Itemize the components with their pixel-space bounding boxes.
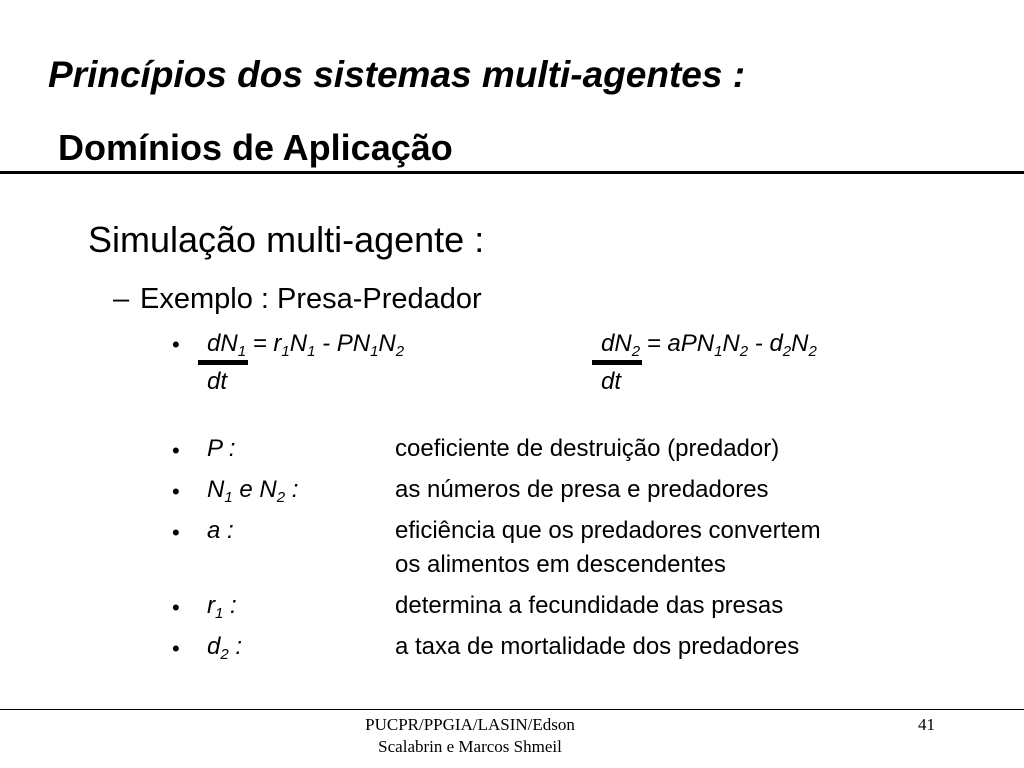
page-number: 41 xyxy=(918,715,935,734)
term-sub: 1 xyxy=(215,605,224,622)
bullet-def-a: • xyxy=(172,520,180,545)
footer-credit xyxy=(340,714,600,758)
def-desc-p: coeficiente de destruição (predador) xyxy=(395,435,780,462)
term-part: : xyxy=(228,633,243,660)
eq1-part: dN xyxy=(207,330,238,357)
def-desc-a: eficiência que os predadores convertem xyxy=(395,517,821,544)
eq1-part: = r xyxy=(246,330,282,357)
equation-2-fraction-bar xyxy=(592,360,642,365)
term-part: a : xyxy=(207,517,234,544)
term-part: N xyxy=(207,476,225,503)
eq1-sub: 1 xyxy=(307,343,316,360)
equation-2-numerator xyxy=(601,328,817,360)
eq2-part: N xyxy=(722,330,740,357)
equation-1-denominator: dt xyxy=(207,368,228,395)
eq1-part: - PN xyxy=(315,330,371,357)
footer-divider xyxy=(0,709,1024,710)
bullet-def-r: • xyxy=(172,595,180,620)
term-part: P : xyxy=(207,435,236,462)
eq1-sub: 1 xyxy=(281,343,290,360)
footer-line-1: PUCPR/PPGIA/LASIN/Edson xyxy=(365,715,575,734)
eq2-sub: 2 xyxy=(739,343,749,360)
eq2-sub: 2 xyxy=(808,343,817,360)
def-term-a xyxy=(207,515,234,547)
equation-2-denominator: dt xyxy=(601,368,622,395)
footer-line-2: Scalabrin e Marcos Shmeil xyxy=(378,737,562,756)
def-term-r xyxy=(207,590,237,622)
eq1-part: N xyxy=(289,330,308,357)
def-desc-n: as números de presa e predadores xyxy=(395,476,769,503)
def-term-d xyxy=(207,631,242,663)
subheading-dash: – xyxy=(113,283,130,315)
eq2-part: - d xyxy=(748,330,783,357)
bullet-equations: • xyxy=(172,332,180,357)
eq1-sub: 1 xyxy=(370,343,379,360)
eq1-sub: 1 xyxy=(237,343,247,360)
def-term-n xyxy=(207,474,298,506)
term-sub: 2 xyxy=(220,646,229,663)
heading-simulation: Simulação multi-agente : xyxy=(88,219,485,260)
term-part: r xyxy=(207,592,215,619)
term-sub: 2 xyxy=(276,489,286,506)
eq1-part: N xyxy=(378,330,396,357)
eq2-sub: 2 xyxy=(631,343,641,360)
def-term-p xyxy=(207,433,235,465)
eq1-sub: 2 xyxy=(395,343,405,360)
title-divider xyxy=(0,171,1024,174)
term-part: e N xyxy=(232,476,277,503)
equation-1-fraction-bar xyxy=(198,360,248,365)
eq2-part: N xyxy=(791,330,809,357)
eq2-part: dN xyxy=(601,330,632,357)
term-sub: 1 xyxy=(224,489,233,506)
bullet-def-d: • xyxy=(172,636,180,661)
bullet-def-p: • xyxy=(172,438,180,463)
equation-1-numerator xyxy=(207,328,404,360)
slide-title: Princípios dos sistemas multi-agentes : xyxy=(48,54,746,95)
term-part: : xyxy=(223,592,237,619)
term-part: d xyxy=(207,633,221,660)
term-part: : xyxy=(285,476,299,503)
def-desc-r: determina a fecundidade das presas xyxy=(395,592,784,619)
eq2-sub: 1 xyxy=(714,343,723,360)
def-desc-d: a taxa de mortalidade dos predadores xyxy=(395,633,800,660)
eq2-part: = aPN xyxy=(640,330,715,357)
subheading-example: Exemplo : Presa-Predador xyxy=(140,283,482,315)
def-desc-a-line2: os alimentos em descendentes xyxy=(395,551,726,578)
eq2-sub: 2 xyxy=(782,343,792,360)
bullet-def-n: • xyxy=(172,479,180,504)
slide-subtitle: Domínios de Aplicação xyxy=(58,127,453,168)
